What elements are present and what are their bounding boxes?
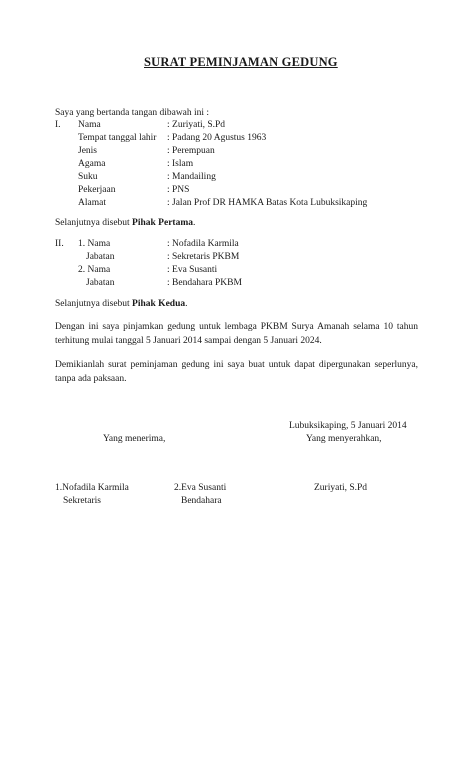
second-party-number: II. (55, 239, 64, 249)
first-party-label-gender: Jenis (78, 146, 97, 156)
second-party-value-position-2: : Bendahara PKBM (167, 278, 242, 288)
signature-name-1: 1.Nofadila Karmila (55, 483, 129, 493)
second-party-label-position-2: Jabatan (86, 278, 115, 288)
first-party-value-religion: : Islam (167, 159, 194, 169)
first-party-number: I. (55, 120, 61, 130)
second-party-designation-name: Pihak Kedua (132, 299, 186, 309)
first-party-value-address: : Jalan Prof DR HAMKA Batas Kota Lubuksikaping (167, 198, 368, 208)
first-party-label-name: Nama (78, 120, 101, 130)
second-party-label-name-1: 1. Nama (78, 239, 111, 249)
signature-name-2: 2.Eva Susanti (174, 483, 227, 493)
second-party-label-position-1: Jabatan (86, 252, 115, 262)
loan-paragraph: Dengan ini saya pinjamkan gedung untuk lembaga PKBM Surya Amanah selama 10 tahun terhitung mulai tanggal 5 Januari 2014 sampai dengan 5 Januari 2024. (55, 322, 418, 346)
first-party-value-gender: : Perempuan (167, 146, 215, 156)
first-party-label-ethnicity: Suku (78, 172, 98, 182)
first-party-label-religion: Agama (78, 159, 106, 169)
letter-title: SURAT PEMINJAMAN GEDUNG (144, 55, 338, 69)
first-party-designation (55, 217, 195, 229)
second-party-value-position-1: : Sekretaris PKBM (167, 252, 240, 262)
receiver-label: Yang menerima, (103, 434, 166, 444)
second-party-designation (55, 298, 187, 310)
first-party-label-address: Alamat (78, 198, 106, 208)
first-party-designation-name: Pihak Pertama (132, 218, 193, 228)
first-party-value-birth: : Padang 20 Agustus 1963 (167, 133, 267, 143)
signature-role-1: Sekretaris (63, 496, 101, 506)
first-party-value-ethnicity: : Mandailing (167, 172, 216, 182)
second-party-value-name-1: : Nofadila Karmila (167, 239, 239, 249)
closing-paragraph: Demikianlah surat peminjaman gedung ini saya buat untuk dapat dipergunakan seperlunya, tanpa ada paksaan. (55, 360, 418, 384)
second-party-value-name-2: : Eva Susanti (167, 265, 218, 275)
giver-label: Yang menyerahkan, (306, 434, 382, 444)
first-party-designation-prefix: Selanjutnya disebut (55, 218, 133, 228)
intro-text: Saya yang bertanda tangan dibawah ini : (55, 108, 210, 118)
second-party-designation-suffix: . (185, 299, 188, 309)
signature-role-2: Bendahara (181, 496, 222, 506)
first-party-designation-suffix: . (193, 218, 196, 228)
first-party-value-occupation: : PNS (167, 185, 190, 195)
first-party-label-occupation: Pekerjaan (78, 185, 116, 195)
first-party-label-birth: Tempat tanggal lahir (78, 133, 157, 143)
first-party-value-name: : Zuriyati, S.Pd (167, 120, 226, 130)
second-party-designation-prefix: Selanjutnya disebut (55, 299, 133, 309)
second-party-label-name-2: 2. Nama (78, 265, 111, 275)
signature-name-3: Zuriyati, S.Pd (314, 483, 368, 493)
place-date: Lubuksikaping, 5 Januari 2014 (289, 421, 407, 431)
